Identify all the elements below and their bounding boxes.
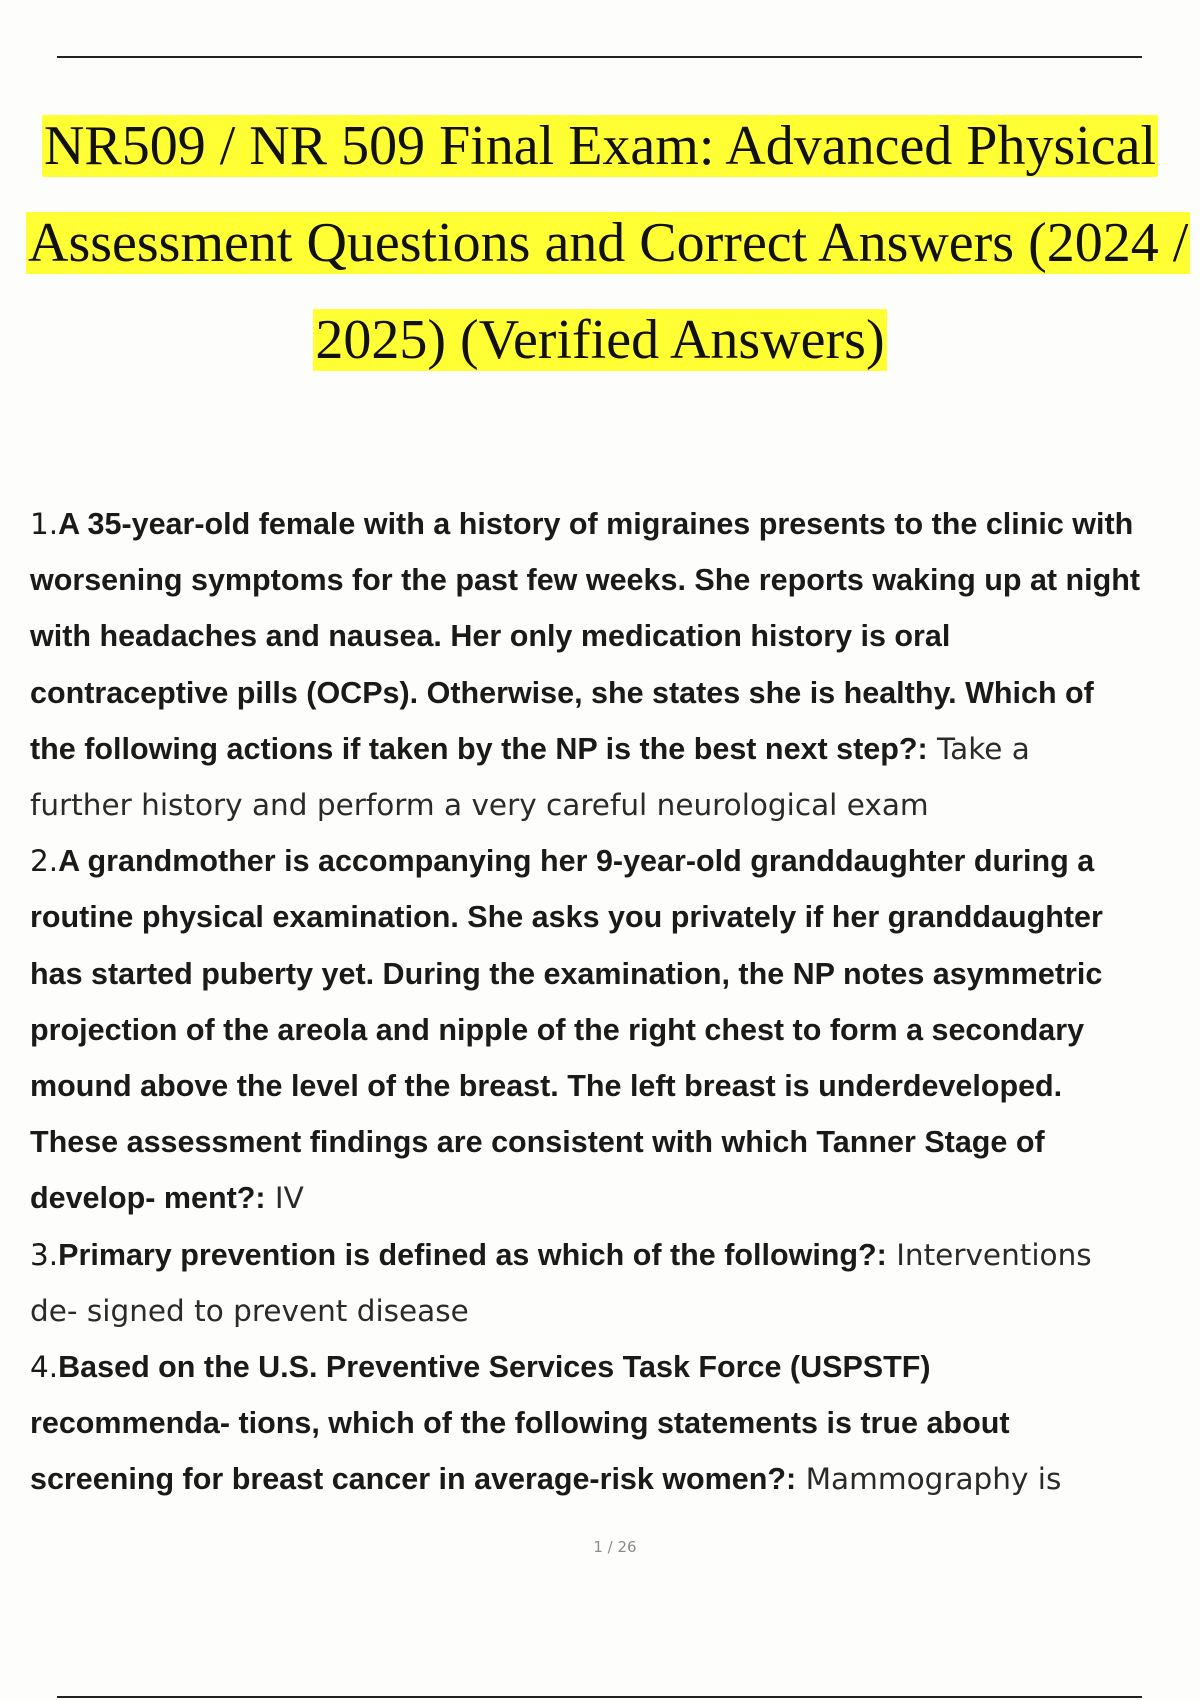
question-text: These assessment findings are consistent with which Tanner Stage of [30, 1125, 1045, 1160]
question-number: 3. [30, 1237, 59, 1272]
question-item-3 [30, 1227, 1200, 1339]
question-text: Based on the U.S. Preventive Services Task Force (USPSTF) [58, 1350, 931, 1385]
question-text: worsening symptoms for the past few weeks. She reports waking up at night [30, 563, 1141, 598]
question-item-4 [30, 1339, 1200, 1508]
document-title [0, 98, 1200, 389]
answer-text: Interventions [886, 1237, 1092, 1272]
question-text: projection of the areola and nipple of the right chest to form a secondary [30, 1012, 1085, 1047]
answer-text: further history and perform a very careful neurological exam [30, 788, 929, 823]
page-number: 1 / 26 [593, 1538, 637, 1556]
question-text: screening for breast cancer in average-risk women?: [30, 1462, 797, 1497]
question-text: the following actions if taken by the NP is the best next step?: [30, 731, 928, 766]
title-highlight: 2025) (Verified Answers) [315, 309, 885, 371]
question-text: with headaches and nausea. Her only medication history is oral [30, 619, 951, 654]
question-item-2 [30, 833, 1200, 1226]
question-text: mound above the level of the breast. The left breast is underdeveloped. [30, 1069, 1063, 1104]
bottom-rule [57, 1696, 1142, 1698]
question-text: has started puberty yet. During the examination, the NP notes asymmetric [30, 956, 1103, 991]
question-text: A 35-year-old female with a history of migraines presents to the clinic with [58, 507, 1134, 541]
question-text: recommenda- tions, which of the following statements is true about [30, 1406, 1010, 1441]
title-line-3 [0, 292, 1200, 389]
question-list [30, 496, 1200, 1508]
question-text: A grandmother is accompanying her 9-year-old granddaughter during a [58, 844, 1095, 879]
title-highlight: Assessment Questions and Correct Answers (2024 / [28, 212, 1189, 274]
question-number: 4. [30, 1350, 59, 1385]
title-line-2 [0, 195, 1200, 292]
question-item-1 [30, 496, 1200, 833]
title-highlight: NR509 / NR 509 Final Exam: Advanced Physical [43, 115, 1157, 177]
answer-text: Take a [927, 731, 1030, 766]
answer-text: Mammography is [796, 1462, 1062, 1497]
answer-text: de- signed to prevent disease [30, 1293, 469, 1328]
question-text: develop- ment?: [30, 1181, 266, 1216]
question-text: contraceptive pills (OCPs). Otherwise, she states she is healthy. Which of [30, 675, 1094, 710]
question-number: 1. [30, 507, 59, 541]
question-text: routine physical examination. She asks you privately if her granddaughter [30, 900, 1103, 935]
question-text: Primary prevention is defined as which of the following?: [58, 1237, 887, 1272]
top-rule [57, 56, 1142, 58]
title-line-1 [0, 98, 1200, 195]
answer-text: IV [265, 1181, 304, 1216]
question-number: 2. [30, 844, 59, 879]
